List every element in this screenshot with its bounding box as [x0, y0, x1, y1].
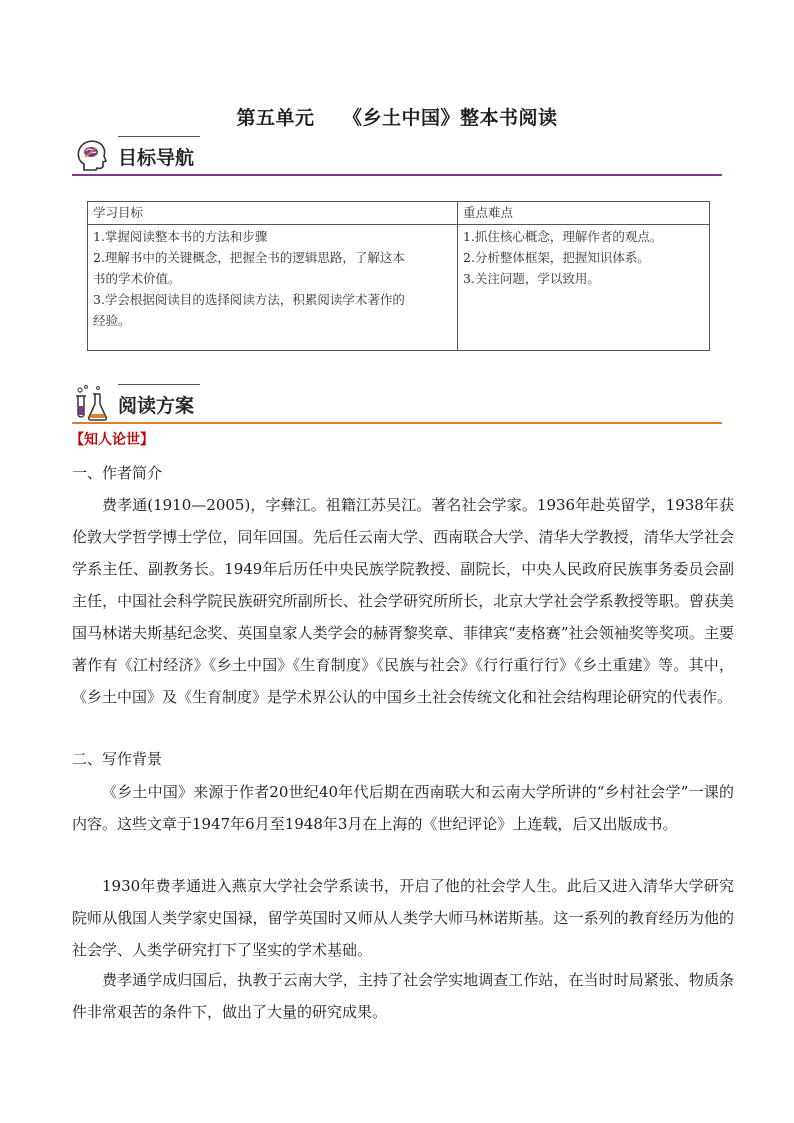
goal-line: 1.掌握阅读整本书的方法和步骤	[93, 229, 268, 244]
goal-line: 2.理解书中的关键概念，把握全书的逻辑思路，了解这本	[93, 250, 405, 265]
heading-author-intro: 一、作者简介	[72, 464, 163, 482]
goals-table	[87, 201, 710, 351]
paragraph-author-bio: 费孝通(1910—2005)，字彝江。祖籍江苏吴江。著名社会学家。1936年赴英留学，1938年获伦敦大学哲学博士学位，同年回国。先后任云南大学、西南联合大学、清华大学教授，清华大学社会学系主任、副教务长。1949年后历任中央民族学院教授、副院长，中央人民政府民族事务委员会副主任，中国社会科学院民族研究所副所长、社会学研究所所长，北京大学社会学系教授等职。曾获美国马林诺夫斯基纪念奖、英国皇家人类学会的赫胥黎奖章、菲律宾“麦格赛”社会领袖奖等奖项。主要著作有《江村经济》《乡土中国》《生育制度》《民族与社会》《行行重行行》《乡土重建》等。其中，《乡土中国》及《生育制度》是学术界公认的中国乡土社会传统文化和社会结构理论研究的代表作。	[72, 496, 734, 706]
goal-line: 书的学术价值。	[93, 271, 181, 286]
know-author-tag: 【知人论世】	[70, 432, 154, 448]
reading-section-header	[72, 384, 722, 428]
table-header-difficulties: 重点难点	[458, 202, 710, 225]
goals-section-header	[72, 136, 722, 180]
paragraph-origin: 《乡土中国》来源于作者20世纪40年代后期在西南联大和云南大学所讲的“乡村社会学”一课的内容。这些文章于1947年6月至1948年3月在上海的《世纪评论》上连载，后又出版成书。	[72, 783, 734, 833]
page-title: 第五单元 《乡土中国》整本书阅读	[236, 107, 558, 129]
difficulty-line: 1.抓住核心概念，理解作者的观点。	[463, 229, 663, 244]
reading-section-title: 阅读方案	[118, 395, 195, 417]
section-top-rule	[118, 384, 200, 385]
section-divider	[72, 422, 722, 424]
difficulties-cell	[458, 225, 710, 351]
section-divider	[72, 174, 722, 176]
section-top-rule	[118, 136, 200, 137]
brain-head-icon	[72, 136, 112, 176]
heading-background: 二、写作背景	[72, 750, 163, 768]
goals-section-title: 目标导航	[118, 147, 195, 169]
goals-cell	[88, 225, 458, 351]
table-header-goals: 学习目标	[88, 202, 458, 225]
paragraph-research: 费孝通学成归国后，执教于云南大学，主持了社会学实地调查工作站，在当时时局紧张、物质条件非常艰苦的条件下，做出了大量的研究成果。	[72, 971, 734, 1021]
goal-line: 3.学会根据阅读目的选择阅读方法，积累阅读学术著作的	[93, 292, 405, 307]
difficulty-line: 3.关注问题，学以致用。	[463, 271, 600, 286]
difficulty-line: 2.分析整体框架，把握知识体系。	[463, 250, 650, 265]
goal-line: 经验。	[93, 313, 131, 328]
lab-flask-icon	[72, 384, 112, 424]
paragraph-education: 1930年费孝通进入燕京大学社会学系读书，开启了他的社会学人生。此后又进入清华大学研究院师从俄国人类学家史国禄，留学英国时又师从人类学大师马林诺斯基。这一系列的教育经历为他的社会学、人类学研究打下了坚实的学术基础。	[72, 877, 734, 959]
